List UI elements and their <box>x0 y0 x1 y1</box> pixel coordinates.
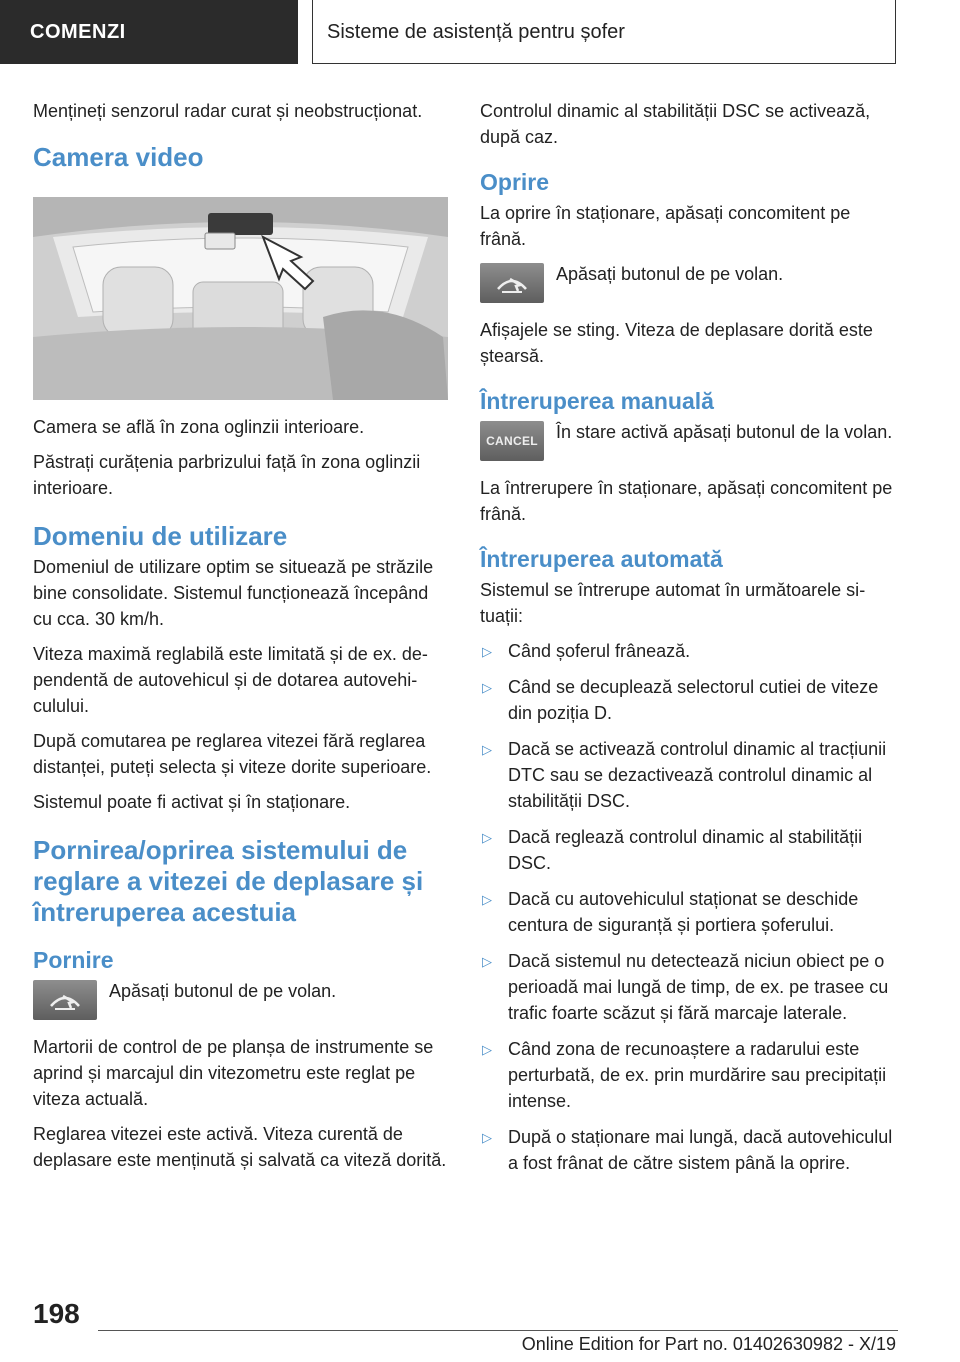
automata-conditions-list <box>480 638 898 1176</box>
oprire-paragraph-2: Afișajele se sting. Viteza de deplasare dorită este ștearsă. <box>480 320 873 366</box>
footer-divider <box>98 1330 898 1331</box>
domeniu-paragraph-3: După comutarea pe reglarea vitezei fără reglarea distanței, puteți selecta și viteze dorite superioare. <box>33 731 432 777</box>
oprire-button-text: Apăsați butonul de pe volan. <box>556 264 784 284</box>
cruise-control-button-icon <box>33 980 97 1020</box>
heading-domeniu: Domeniu de utilizare <box>33 521 288 551</box>
header-section-tab: COMENZI <box>0 0 298 64</box>
automata-paragraph-1: Sistemul se întrerupe automat în următoarele situații: <box>480 580 866 626</box>
heading-pornire-oprire: Pornirea/oprirea sistemului de reglare a vitezei de deplasare și întreruperea acestuia <box>33 835 424 927</box>
heading-intrerupere-automata: Întreruperea automată <box>480 546 723 572</box>
list-item: ▷ Dacă cu autovehiculul staționat se deschide centura de siguranță și portiera șoferului. <box>482 889 859 935</box>
list-item: ▷ Dacă reglează controlul dinamic al stabilității DSC. <box>482 827 863 873</box>
oprire-paragraph-1: La oprire în staționare, apăsați concomitent pe frână. <box>480 203 851 249</box>
car-interior-illustration <box>33 197 448 400</box>
domeniu-paragraph-1: Domeniul de utilizare optim se situează pe străzile bine consolidate. Sistemul funcționează începând cu cca. 30 km/h. <box>33 557 434 629</box>
radar-paragraph: Mențineți senzorul radar curat și neobstrucționat. <box>33 101 423 121</box>
list-item: ▷ Dacă se activează controlul dinamic al tracțiunii DTC sau se dezactivează controlul dinamic al stabilității DSC. <box>482 739 887 811</box>
list-item: ▷ Când șoferul frânează. <box>480 638 898 664</box>
manuala-paragraph-1: La întrerupere în staționare, apăsați concomitent pe frână. <box>480 478 893 524</box>
heading-camera: Camera video <box>33 142 204 172</box>
list-item: ▷ După o staționare mai lungă, dacă autovehiculul a fost frânat de către sistem până la oprire. <box>482 1127 893 1173</box>
cruise-control-button-icon <box>480 263 544 303</box>
manuala-button-text: În stare activă apăsați butonul de la volan. <box>556 422 893 442</box>
list-item: ▷ Când se decuplează selectorul cutiei de viteze din poziția D. <box>482 677 879 723</box>
list-item: ▷ Dacă sistemul nu detectează niciun obiect pe o perioadă mai lungă de timp, de ex. pe trasee cu trafic foarte scăzut și fără marcaje laterale. <box>482 951 889 1023</box>
pornire-paragraph-1: Martorii de control de pe planșa de instrumente se aprind și marcajul din vitezometru este reglat pe viteza actuală. <box>33 1037 434 1109</box>
camera-paragraph-1: Camera se află în zona oglinzii interioare. <box>33 417 365 437</box>
domeniu-paragraph-2: Viteza maximă reglabilă este limitată și de ex. dependentă de autovehicul și de dotarea autovehiculului. <box>33 644 428 716</box>
footer-edition: Online Edition for Part no. 01402630982 - X/19 <box>521 1334 896 1354</box>
triangle-right-icon: ▷ <box>482 954 492 969</box>
right-column <box>480 98 898 1186</box>
list-item: ▷ Când zona de recunoaștere a radarului este perturbată, de ex. prin murdărire sau precipitații intense. <box>482 1039 887 1111</box>
camera-photo <box>33 197 448 400</box>
left-column <box>33 98 448 1182</box>
pornire-paragraph-2: Reglarea vitezei este activă. Viteza curentă de deplasare este menținută și salvată ca viteză dorită. <box>33 1124 447 1170</box>
heading-oprire: Oprire <box>480 169 550 195</box>
page-number: 198 <box>33 1298 80 1329</box>
oprire-button-row <box>480 261 898 303</box>
cancel-button-icon: CANCEL <box>480 421 544 461</box>
triangle-right-icon: ▷ <box>482 1042 492 1057</box>
camera-paragraph-2: Păstrați curățenia parbrizului față în zona oglinzii interioare. <box>33 452 421 498</box>
triangle-right-icon: ▷ <box>482 680 492 695</box>
triangle-right-icon: ▷ <box>482 644 492 659</box>
manuala-button-row <box>480 419 898 461</box>
header-chapter-title: Sisteme de asistență pentru șofer <box>312 0 896 64</box>
pornire-button-row <box>33 978 448 1020</box>
domeniu-paragraph-4: Sistemul poate fi activat și în staționare. <box>33 792 351 812</box>
triangle-right-icon: ▷ <box>482 742 492 757</box>
heading-intrerupere-manuala: Întreruperea manuală <box>480 388 714 414</box>
dsc-paragraph: Controlul dinamic al stabilității DSC se activează, după caz. <box>480 101 871 147</box>
triangle-right-icon: ▷ <box>482 830 492 845</box>
triangle-right-icon: ▷ <box>482 892 492 907</box>
pornire-button-text: Apăsați butonul de pe volan. <box>109 981 337 1001</box>
triangle-right-icon: ▷ <box>482 1130 492 1145</box>
heading-pornire: Pornire <box>33 947 114 973</box>
